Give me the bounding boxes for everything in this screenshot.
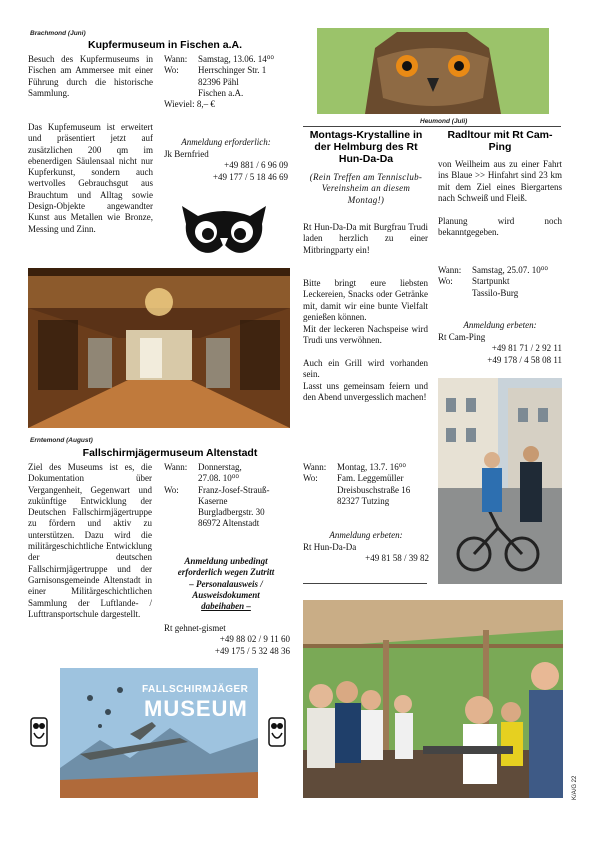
owl-photo xyxy=(317,28,549,114)
contact-name: Rt Cam-Ping xyxy=(438,332,486,342)
wann-label: Wann: xyxy=(164,462,188,472)
anmeldung-line: erforderlich wegen Zutritt xyxy=(177,567,275,578)
wann-label: Wann: xyxy=(164,54,188,64)
wann-label: Wann: xyxy=(303,462,327,472)
kupfer-wo-line: Fischen a.A. xyxy=(198,87,244,98)
kupfer-wann: Samstag, 13.06. 14⁰⁰ xyxy=(198,54,274,64)
contact-name: Jk Bernfried xyxy=(164,149,209,159)
anmeldung-line: Anmeldung unbedingt xyxy=(184,556,268,566)
radtour-wann: Samstag, 25.07. 10⁰⁰ xyxy=(472,265,548,275)
kupfermuseum-interior-photo xyxy=(28,268,290,428)
kupfer-description: Das Kupfemuseum ist erweitert und präsentiert jetzt auf zusätzlichen 200 qm im ebenerdigen Säulensaal nicht nur Kupferkunst, sondern auch wertvolles Gebrauchsgut aus Brauchtum und Alltag sowie Design-Objekte angewandter Kunst aus Metallen wie Bronze, Messing und Zinn. xyxy=(28,122,153,234)
kupfer-contact xyxy=(164,149,288,183)
krystall-paragraph: Bitte bringt eure liebsten Leckereien, Snacks oder Getränke mit, damit wir eine bunte Vielfalt genießen können. xyxy=(303,278,428,322)
owl-mask-logo xyxy=(178,200,270,258)
radtour-wo-line: Tassilo-Burg xyxy=(472,287,519,298)
krystall-anmeldung-label: Anmeldung erbeten: xyxy=(329,530,403,540)
divider xyxy=(303,126,561,127)
wo-label: Wo: xyxy=(164,484,179,495)
krystall-wo-line: 82327 Tutzing xyxy=(337,495,390,506)
section-month-label: Brachmond (Juni) xyxy=(30,30,86,37)
contact-name: Rt Hun-Da-Da xyxy=(303,542,357,552)
radtour-details xyxy=(438,265,562,299)
wo-label: Wo: xyxy=(303,473,318,484)
page-number-text: K/A/G 22 xyxy=(572,775,578,800)
section-month-label: Erntemond (August) xyxy=(30,437,93,444)
radtour-description: von Weilheim aus zu einer Fahrt ins Blaue >> Hinfahrt sind 23 km mit dem Ziel eines Biergartens nach Schweiß und Fleiß. xyxy=(438,159,562,203)
krystall-contact xyxy=(303,542,429,565)
anmeldung-line: – Personalausweis / xyxy=(189,578,263,589)
krystall-details xyxy=(303,462,429,507)
wo-label: Wo: xyxy=(438,276,453,287)
kupfer-wieviel: Wieviel: 8,– € xyxy=(164,99,215,110)
fallschirm-contact xyxy=(164,623,290,657)
kupfer-details xyxy=(164,54,296,110)
wann-label: Wann: xyxy=(438,265,462,275)
wo-label: Wo: xyxy=(164,65,179,76)
page-number xyxy=(570,760,584,800)
radtour-title: Radltour mit Rt Cam-Ping xyxy=(447,129,553,153)
contact-phone: +49 177 / 5 18 46 69 xyxy=(212,171,288,182)
poster-line-2: MUSEUM xyxy=(144,696,248,721)
krystall-paragraph: Mit der leckeren Nachspeise wird Trudi uns verwöhnen. xyxy=(303,324,428,346)
kupfer-intro: Besuch des Kupfermuseums in Fischen am Ammersee mit einer Führung durch die historische Sammlung. xyxy=(28,54,153,98)
fallschirm-wo-line: Franz-Josef-Strauß- xyxy=(198,484,270,495)
anmeldung-line: dabeihaben – xyxy=(201,601,251,612)
fallschirm-title: Fallschirmjägermuseum Altenstadt xyxy=(82,447,258,459)
section-month-label: Heumond (Juli) xyxy=(420,118,468,125)
krystall-wo-line: Fam. Leggemüller xyxy=(337,473,404,484)
cyclists-photo xyxy=(438,378,562,584)
krystall-title: Montags-Krystalline in der Helmburg des Rt Hun-Da-Da xyxy=(309,129,423,165)
krystall-paragraph: Auch ein Grill wird vorhanden sein. xyxy=(303,358,428,380)
anmeldung-line: Ausweisdokument xyxy=(192,589,260,600)
krystall-paragraph: Rt Hun-Da-Da mit Burgfrau Trudi laden herzlich zu einer Mitbringparty ein! xyxy=(303,222,428,255)
fallschirm-details xyxy=(164,462,292,530)
kupfer-wo-line: Herrschinger Str. 1 xyxy=(198,65,267,76)
contact-name: Rt gehnet-gismet xyxy=(164,623,226,633)
fallschirmjaeger-museum-poster xyxy=(60,668,258,798)
divider xyxy=(303,583,427,584)
contact-phone: +49 88 02 / 9 11 60 xyxy=(219,634,290,645)
owl-icon xyxy=(268,717,286,747)
contact-phone: +49 881 / 6 96 09 xyxy=(224,160,288,171)
owl-icon xyxy=(30,717,48,747)
contact-phone: +49 81 71 / 2 92 11 xyxy=(491,343,562,354)
fallschirm-wo-line: 86972 Altenstadt xyxy=(198,518,260,529)
radtour-wo-line: Startpunkt xyxy=(472,276,510,287)
group-photo xyxy=(303,600,563,798)
contact-phone: +49 178 / 4 58 08 11 xyxy=(487,354,562,365)
fallschirm-wann-line: Donnerstag, xyxy=(198,462,242,472)
fallschirm-wo-line: Burgladbergstr. 30 xyxy=(198,507,265,518)
fallschirm-description: Ziel des Museums ist es, die Dokumentation über Vergangenheit, Gegenwart und zukünftige Entwicklung der Deutschen Fallschirmjägertruppe zu fördern und aktiv zu unterstützen. Dazu wird die militärgeschichtliche Entwicklung der deutschen Fallschirmjägertruppe und der Garnisonsgemeinde Altenstadt in einer Militärgeschichtlichen Sammlung der Luftlande- / Lufttransportschule dargestellt. xyxy=(28,462,152,619)
krystall-paragraph: Lasst uns gemeinsam feiern und den Abend unvergesslich machen! xyxy=(303,381,428,403)
krystall-wann: Montag, 13.7. 16⁰⁰ xyxy=(337,462,406,472)
kupfer-title: Kupfermuseum in Fischen a.A. xyxy=(87,39,243,51)
krystall-subtitle: (Rein Treffen am Tennisclub-Vereinsheim an diesem Montag!) xyxy=(309,172,423,205)
krystall-wo-line: Dreisbuschstraße 16 xyxy=(337,484,411,495)
fallschirm-wann-line: 27.08. 10⁰⁰ xyxy=(198,473,239,484)
fallschirm-anmeldung xyxy=(164,556,288,612)
kupfer-anmeldung-label: Anmeldung erforderlich: xyxy=(181,137,271,147)
radtour-contact xyxy=(438,332,562,366)
radtour-anmeldung-label: Anmeldung erbeten: xyxy=(463,320,537,330)
contact-phone: +49 81 58 / 39 82 xyxy=(365,553,429,564)
fallschirm-wo-line: Kaserne xyxy=(198,495,228,506)
kupfer-wo-line: 82396 Pähl xyxy=(198,76,239,87)
poster-line-1: FALLSCHIRMJÄGER xyxy=(142,684,249,695)
contact-phone: +49 175 / 5 32 48 36 xyxy=(214,645,290,656)
radtour-planning: Planung wird noch bekanntgegeben. xyxy=(438,216,562,238)
